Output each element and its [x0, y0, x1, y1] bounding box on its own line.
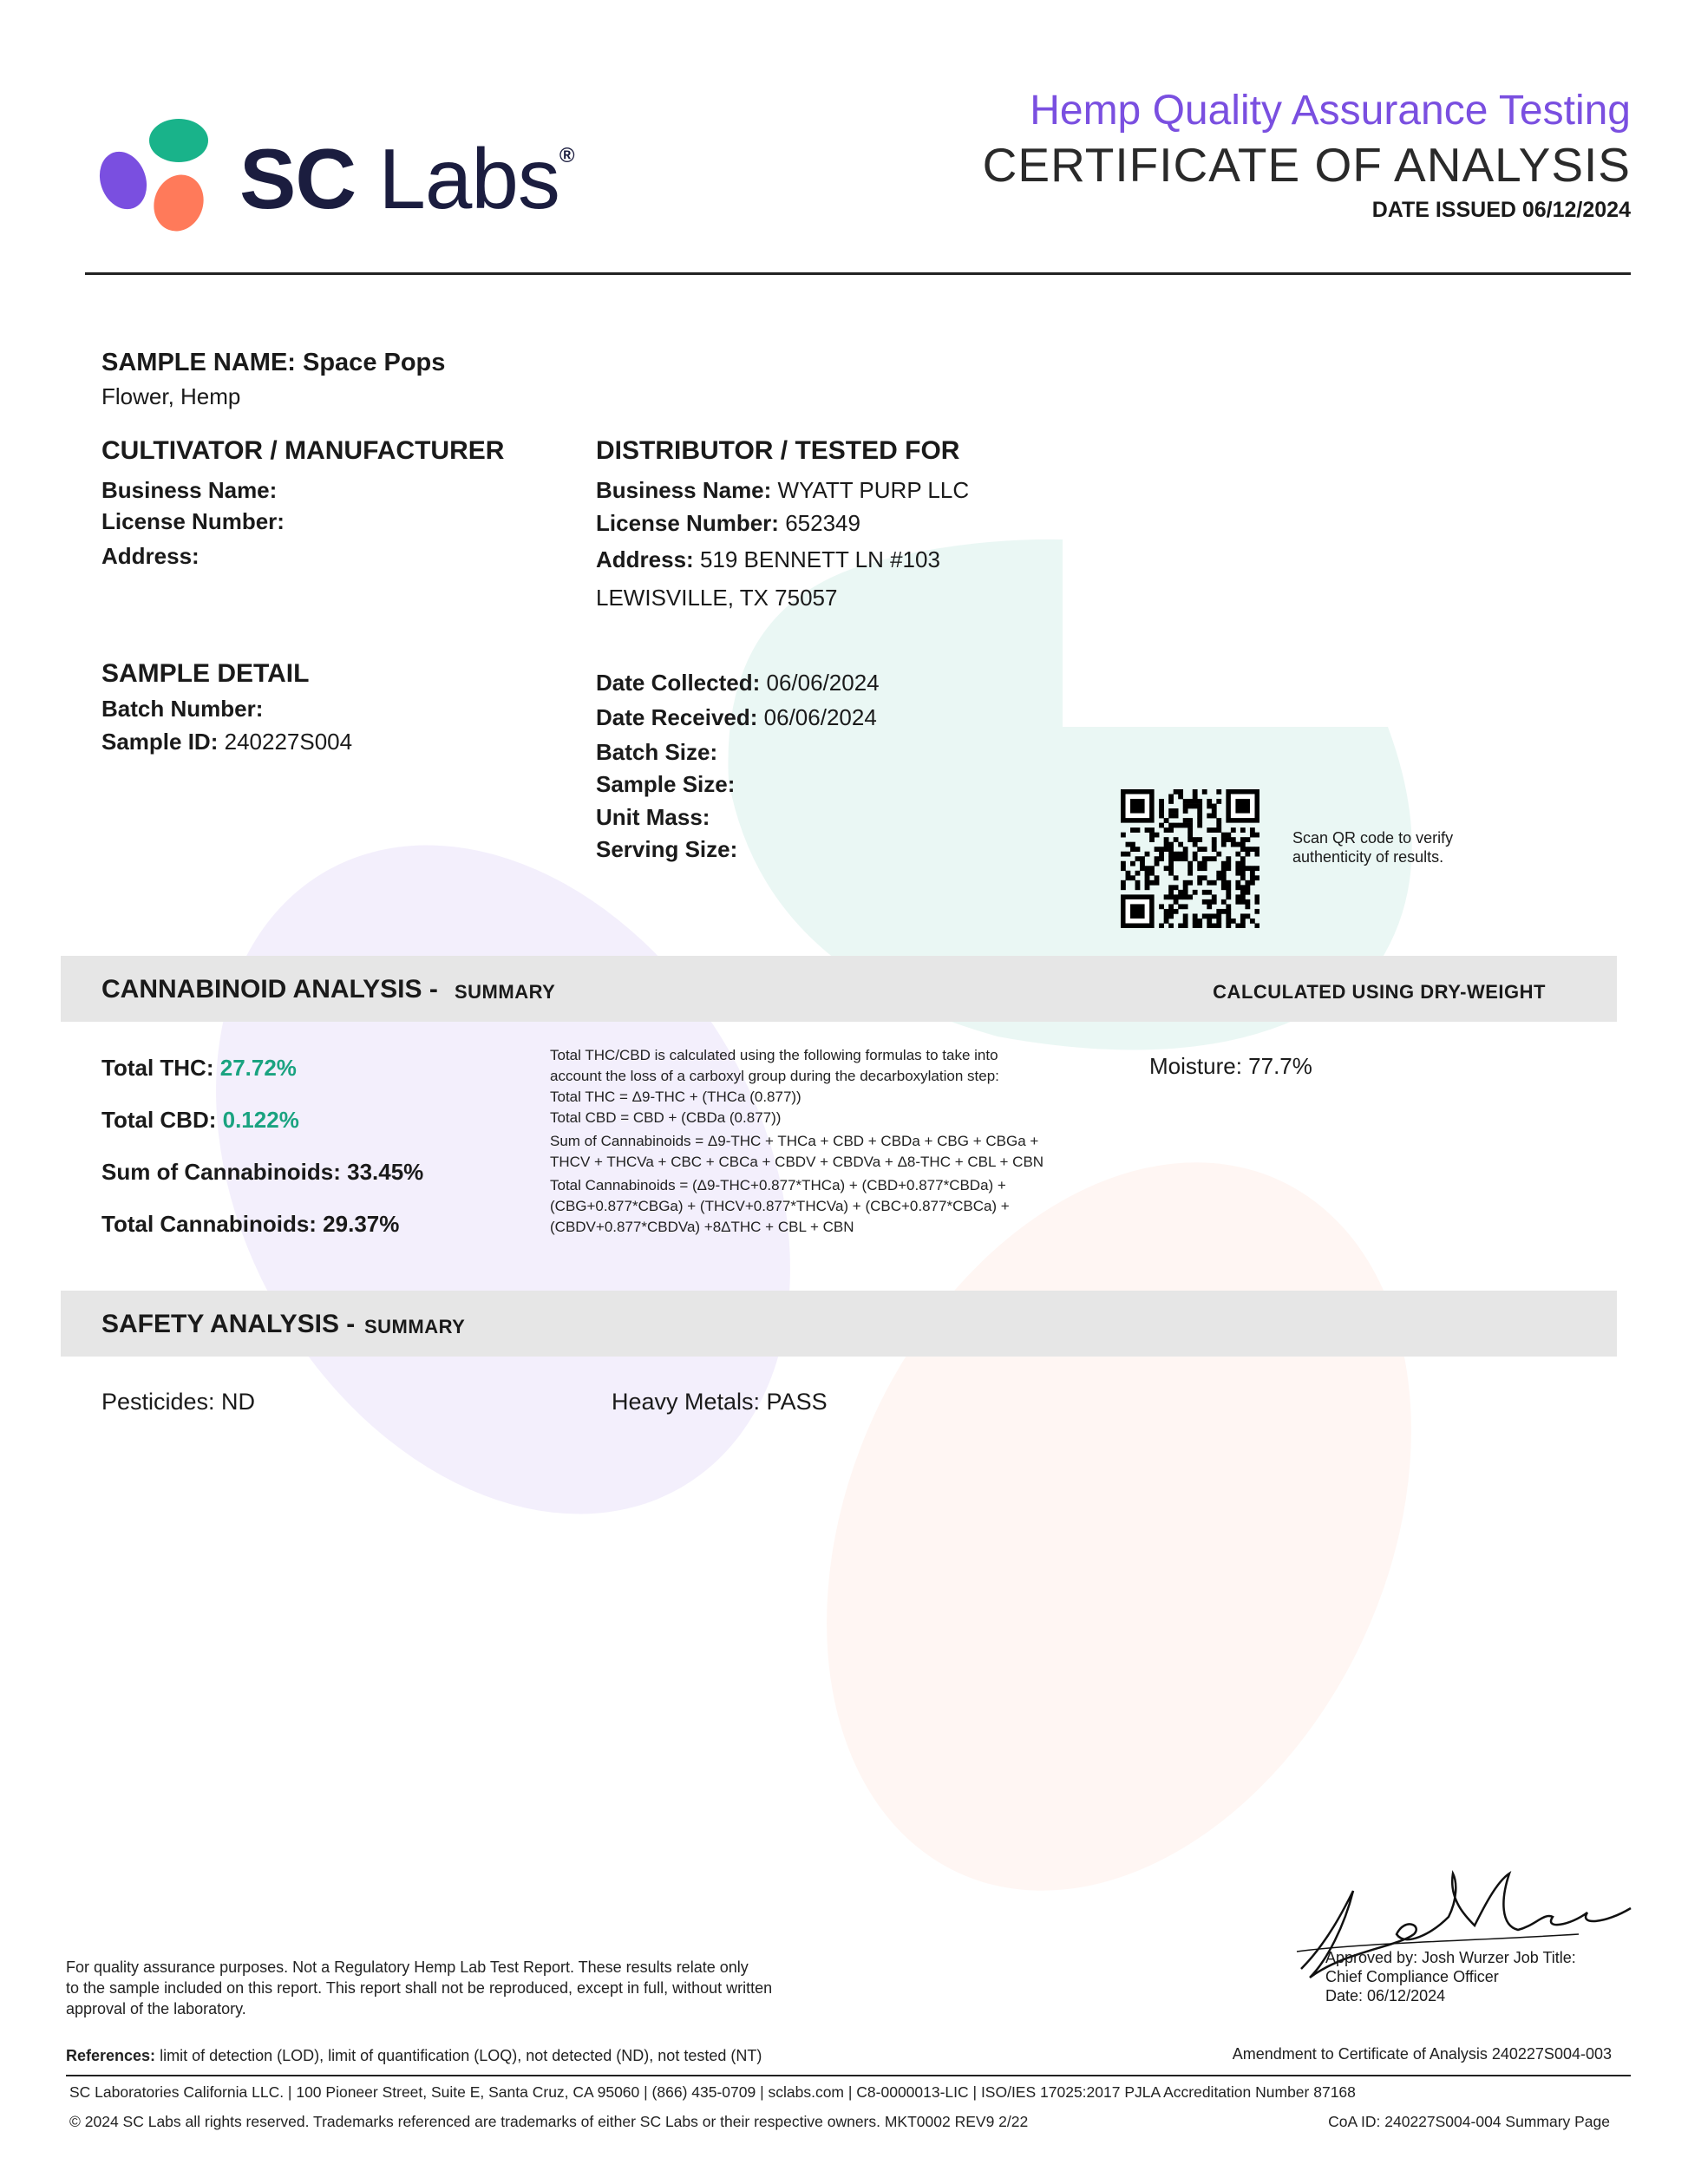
safety-summary-label: SUMMARY	[364, 1316, 466, 1337]
heavy-metals-result: Heavy Metals: PASS	[612, 1389, 828, 1415]
cannabinoid-summary-label: SUMMARY	[455, 981, 556, 1003]
distributor-address-line2: LEWISVILLE, TX 75057	[596, 585, 838, 611]
sample-type: Flower, Hemp	[101, 383, 241, 409]
date-collected	[596, 670, 880, 696]
coa-id: CoA ID: 240227S004-004 Summary Page	[1328, 2113, 1610, 2130]
references	[66, 2045, 762, 2066]
qr-code-icon[interactable]	[1121, 789, 1259, 928]
distributor-heading: DISTRIBUTOR / TESTED FOR	[596, 436, 960, 465]
report-title: CERTIFICATE OF ANALYSIS	[982, 138, 1631, 192]
copyright: © 2024 SC Labs all rights reserved. Trademarks referenced are trademarks of either SC Labs or their respective owners. MKT0002 REV9 2/22	[69, 2113, 1029, 2130]
distributor-business-name-label: Business Name:	[596, 477, 772, 503]
distributor-address	[596, 546, 940, 573]
batch-size-label: Batch Size:	[596, 739, 718, 765]
date-received-value: 06/06/2024	[763, 704, 877, 730]
safety-analysis-title: SAFETY ANALYSIS -	[101, 1310, 356, 1338]
sample-id	[101, 729, 352, 755]
qr-caption	[1292, 828, 1453, 866]
distributor-business-name	[596, 477, 969, 504]
calculation-formulas	[550, 1045, 1105, 1238]
references-text: limit of detection (LOD), limit of quantification (LOQ), not detected (ND), not tested (NT)	[160, 2047, 762, 2064]
date-issued: DATE ISSUED 06/12/2024	[1371, 198, 1631, 222]
logo-text-bold: SC	[239, 131, 357, 226]
date-collected-label: Date Collected:	[596, 670, 761, 696]
cultivator-address-label: Address:	[101, 543, 200, 569]
sample-detail-heading: SAMPLE DETAIL	[101, 659, 310, 688]
header-divider	[85, 272, 1631, 275]
formula-line: Sum of Cannabinoids = Δ9-THC + THCa + CBD + CBDa + CBG + CBGa +	[550, 1133, 1039, 1149]
footer-divider	[66, 2075, 1631, 2076]
date-collected-value: 06/06/2024	[766, 670, 880, 696]
registered-mark: ®	[559, 144, 574, 167]
approver-job-title: Chief Compliance Officer	[1325, 1968, 1499, 1985]
sc-labs-logo-icon	[95, 118, 217, 239]
logo-text-light: Labs	[378, 131, 559, 226]
pesticides-result: Pesticides: ND	[101, 1389, 256, 1415]
distributor-address-line1: 519 BENNETT LN #103	[699, 546, 940, 572]
formula-line: (CBDV+0.877*CBDVa) +8ΔTHC + CBL + CBN	[550, 1219, 854, 1235]
formula-line: Total CBD = CBD + (CBDa (0.877))	[550, 1109, 782, 1126]
date-received	[596, 704, 877, 731]
sample-id-value: 240227S004	[224, 729, 353, 755]
total-cbd	[101, 1107, 299, 1134]
distributor-license	[596, 510, 860, 537]
sample-id-label: Sample ID:	[101, 729, 219, 755]
sum-of-cannabinoids: Sum of Cannabinoids: 33.45%	[101, 1159, 424, 1185]
sample-name: SAMPLE NAME: Space Pops	[101, 349, 446, 376]
unit-mass-label: Unit Mass:	[596, 804, 710, 830]
qr-caption-line2: authenticity of results.	[1292, 848, 1444, 866]
dry-weight-label: CALCULATED USING DRY-WEIGHT	[1213, 981, 1546, 1003]
formula-line: account the loss of a carboxyl group during the decarboxylation step:	[550, 1068, 999, 1084]
total-thc-label: Total THC:	[101, 1055, 214, 1081]
cultivator-heading: CULTIVATOR / MANUFACTURER	[101, 436, 505, 465]
distributor-address-label: Address:	[596, 546, 694, 572]
moisture: Moisture: 77.7%	[1149, 1053, 1312, 1079]
approval-block	[1325, 1948, 1576, 2005]
disclaimer-line3: approval of the laboratory.	[66, 2000, 246, 2017]
disclaimer	[66, 1957, 772, 2019]
disclaimer-line1: For quality assurance purposes. Not a Regulatory Hemp Lab Test Report. These results relate only	[66, 1958, 749, 1976]
approved-by: Approved by: Josh Wurzer Job Title:	[1325, 1949, 1576, 1966]
amendment-note: Amendment to Certificate of Analysis 240227S004-003	[1232, 2045, 1612, 2063]
cultivator-business-name-label: Business Name:	[101, 477, 278, 503]
date-received-label: Date Received:	[596, 704, 758, 730]
formula-line: (CBG+0.877*CBGa) + (THCV+0.877*THCVa) + (CBC+0.877*CBCa) +	[550, 1198, 1010, 1214]
total-cbd-value: 0.122%	[222, 1107, 299, 1133]
distributor-license-label: License Number:	[596, 510, 779, 536]
company-info: SC Laboratories California LLC. | 100 Pioneer Street, Suite E, Santa Cruz, CA 95060 | (866) 435-0709 | sclabs.com | C8-0000013-LIC | ISO/IES 17025:2017 PJLA Accreditation Number 87168	[69, 2083, 1356, 2101]
approval-date: Date: 06/12/2024	[1325, 1987, 1446, 2004]
logo-wordmark	[239, 130, 574, 228]
formula-line: THCV + THCVa + CBC + CBCa + CBDV + CBDVa + Δ8-THC + CBL + CBN	[550, 1154, 1044, 1170]
cultivator-license-label: License Number:	[101, 508, 285, 534]
formula-line: Total THC/CBD is calculated using the following formulas to take into	[550, 1047, 998, 1063]
total-thc-value: 27.72%	[219, 1055, 297, 1081]
batch-number-label: Batch Number:	[101, 696, 264, 722]
distributor-license-value: 652349	[785, 510, 860, 536]
serving-size-label: Serving Size:	[596, 836, 738, 862]
formula-line: Total Cannabinoids = (Δ9-THC+0.877*THCa) + (CBD+0.877*CBDa) +	[550, 1177, 1006, 1193]
references-label: References:	[66, 2047, 156, 2064]
cannabinoid-analysis-title: CANNABINOID ANALYSIS -	[101, 975, 438, 1004]
qr-caption-line1: Scan QR code to verify	[1292, 829, 1454, 847]
sample-size-label: Sample Size:	[596, 771, 736, 797]
total-cbd-label: Total CBD:	[101, 1107, 217, 1133]
formula-line: Total THC = Δ9-THC + (THCa (0.877))	[550, 1089, 801, 1105]
disclaimer-line2: to the sample included on this report. This report shall not be reproduced, except in full, without written	[66, 1979, 773, 1997]
total-thc	[101, 1055, 297, 1082]
report-subtitle: Hemp Quality Assurance Testing	[1030, 88, 1631, 134]
distributor-business-name-value: WYATT PURP LLC	[777, 477, 970, 503]
total-cannabinoids: Total Cannabinoids: 29.37%	[101, 1211, 400, 1237]
